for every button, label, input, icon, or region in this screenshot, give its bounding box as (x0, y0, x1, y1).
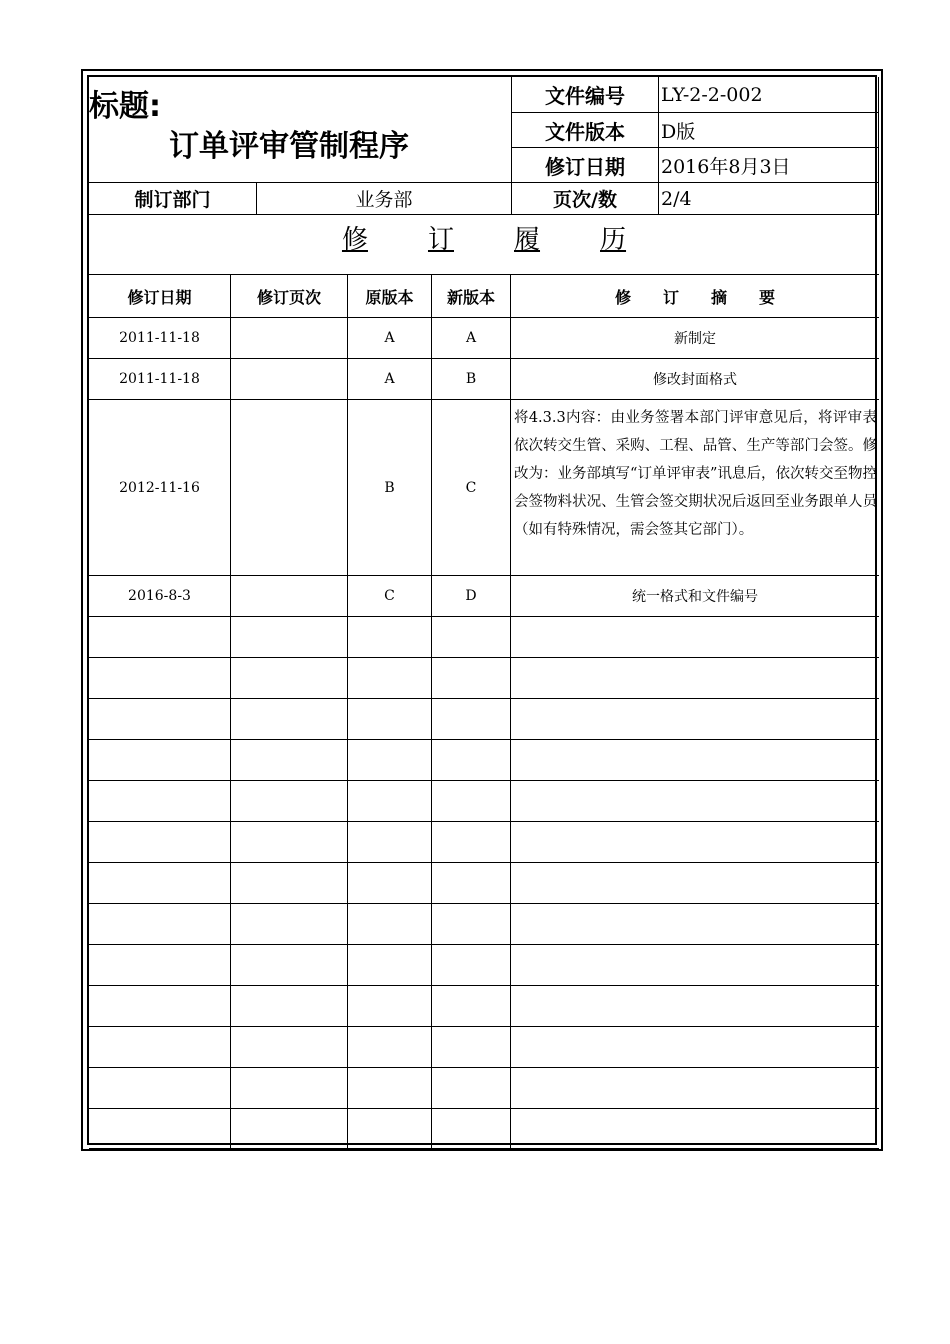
row3-summary: 将4.3.3内容：由业务签署本部门评审意见后，将评审表依次转交生管、采购、工程、品管、生产等部门会签。修改为：业务部填写“订单评审表”讯息后，依次转交至物控会签物料状况、生管会签交期状况后返回至业务跟单人员（如有特殊情况，需会签其它部门）。 (511, 400, 879, 576)
empty-table-cell (231, 986, 348, 1027)
row1-page (231, 318, 348, 359)
empty-table-cell (89, 945, 231, 986)
page-title: 订单评审管制程序 (169, 129, 409, 164)
empty-table-cell (231, 1027, 348, 1068)
empty-table-cell (511, 699, 879, 740)
history-title-char: 历 (600, 225, 627, 255)
row4-page (231, 576, 348, 617)
empty-table-cell (511, 822, 879, 863)
empty-table-cell (511, 986, 879, 1027)
row2-old-version: A (348, 359, 432, 400)
page-count-label: 页次/数 (512, 183, 659, 215)
document-frame (81, 69, 883, 1151)
empty-table-cell (432, 617, 511, 658)
empty-table-cell (348, 863, 432, 904)
empty-table-cell (348, 822, 432, 863)
empty-table-cell (348, 986, 432, 1027)
empty-table-cell (348, 945, 432, 986)
row3-page (231, 400, 348, 576)
empty-table-cell (231, 658, 348, 699)
title-block (89, 77, 512, 183)
doc-number-label: 文件编号 (512, 77, 659, 113)
history-title-char: 修 (341, 225, 368, 255)
document-inner-frame (87, 75, 877, 1145)
empty-table-cell (89, 1109, 231, 1149)
title-label: 标题: (89, 89, 161, 124)
empty-table-cell (432, 986, 511, 1027)
empty-table-cell (511, 617, 879, 658)
doc-number-value: LY-2-2-002 (659, 77, 879, 113)
empty-table-cell (89, 781, 231, 822)
empty-table-cell (432, 781, 511, 822)
empty-table-cell (231, 1109, 348, 1149)
doc-version-value: D版 (659, 113, 879, 148)
dept-value: 业务部 (257, 183, 512, 215)
empty-table-cell (348, 904, 432, 945)
col-header-date: 修订日期 (89, 275, 231, 318)
history-title-char: 履 (514, 225, 541, 255)
empty-table-cell (511, 1109, 879, 1149)
empty-table-cell (511, 781, 879, 822)
col-header-summary: 修 订 摘 要 (511, 275, 879, 318)
row3-date: 2012-11-16 (89, 400, 231, 576)
empty-table-cell (89, 699, 231, 740)
row1-summary: 新制定 (511, 318, 879, 359)
empty-table-cell (231, 822, 348, 863)
row1-old-version: A (348, 318, 432, 359)
row3-new-version: C (432, 400, 511, 576)
empty-table-cell (348, 1109, 432, 1149)
history-title-char: 订 (427, 225, 454, 255)
row4-old-version: C (348, 576, 432, 617)
empty-table-cell (348, 740, 432, 781)
empty-table-cell (89, 740, 231, 781)
col-header-new-version: 新版本 (432, 275, 511, 318)
empty-table-cell (432, 1109, 511, 1149)
empty-table-cell (432, 740, 511, 781)
empty-table-cell (432, 658, 511, 699)
row2-new-version: B (432, 359, 511, 400)
empty-table-cell (511, 863, 879, 904)
empty-table-cell (432, 822, 511, 863)
empty-table-cell (511, 1068, 879, 1109)
row2-summary: 修改封面格式 (511, 359, 879, 400)
empty-table-cell (89, 1068, 231, 1109)
empty-table-cell (432, 945, 511, 986)
empty-table-cell (511, 1027, 879, 1068)
empty-table-cell (432, 1027, 511, 1068)
row2-page (231, 359, 348, 400)
page-count-value: 2/4 (659, 183, 879, 215)
empty-table-cell (348, 781, 432, 822)
revision-date-value: 2016年8月3日 (659, 148, 879, 183)
empty-table-cell (89, 1027, 231, 1068)
empty-table-cell (511, 740, 879, 781)
empty-table-cell (432, 1068, 511, 1109)
empty-table-cell (231, 945, 348, 986)
dept-label: 制订部门 (89, 183, 257, 215)
empty-table-cell (231, 1068, 348, 1109)
revision-date-label: 修订日期 (512, 148, 659, 183)
empty-table-cell (348, 617, 432, 658)
col-header-old-version: 原版本 (348, 275, 432, 318)
row2-date: 2011-11-18 (89, 359, 231, 400)
row1-new-version: A (432, 318, 511, 359)
empty-table-cell (89, 986, 231, 1027)
empty-table-cell (231, 740, 348, 781)
empty-table-cell (348, 699, 432, 740)
empty-table-cell (432, 863, 511, 904)
empty-table-cell (89, 904, 231, 945)
empty-table-cell (348, 1068, 432, 1109)
empty-table-cell (511, 658, 879, 699)
empty-table-cell (231, 617, 348, 658)
row3-old-version: B (348, 400, 432, 576)
empty-table-cell (89, 863, 231, 904)
empty-table-cell (511, 904, 879, 945)
row1-date: 2011-11-18 (89, 318, 231, 359)
row4-new-version: D (432, 576, 511, 617)
empty-table-cell (348, 1027, 432, 1068)
empty-table-cell (432, 699, 511, 740)
empty-table-cell (231, 863, 348, 904)
row4-summary: 统一格式和文件编号 (511, 576, 879, 617)
empty-table-cell (89, 658, 231, 699)
empty-table-cell (89, 617, 231, 658)
col-header-page: 修订页次 (231, 275, 348, 318)
row4-date: 2016-8-3 (89, 576, 231, 617)
doc-version-label: 文件版本 (512, 113, 659, 148)
empty-table-cell (511, 945, 879, 986)
empty-table-cell (231, 904, 348, 945)
history-title (89, 215, 879, 275)
empty-table-cell (231, 781, 348, 822)
empty-table-cell (432, 904, 511, 945)
empty-table-cell (231, 699, 348, 740)
empty-table-cell (89, 822, 231, 863)
empty-table-cell (348, 658, 432, 699)
